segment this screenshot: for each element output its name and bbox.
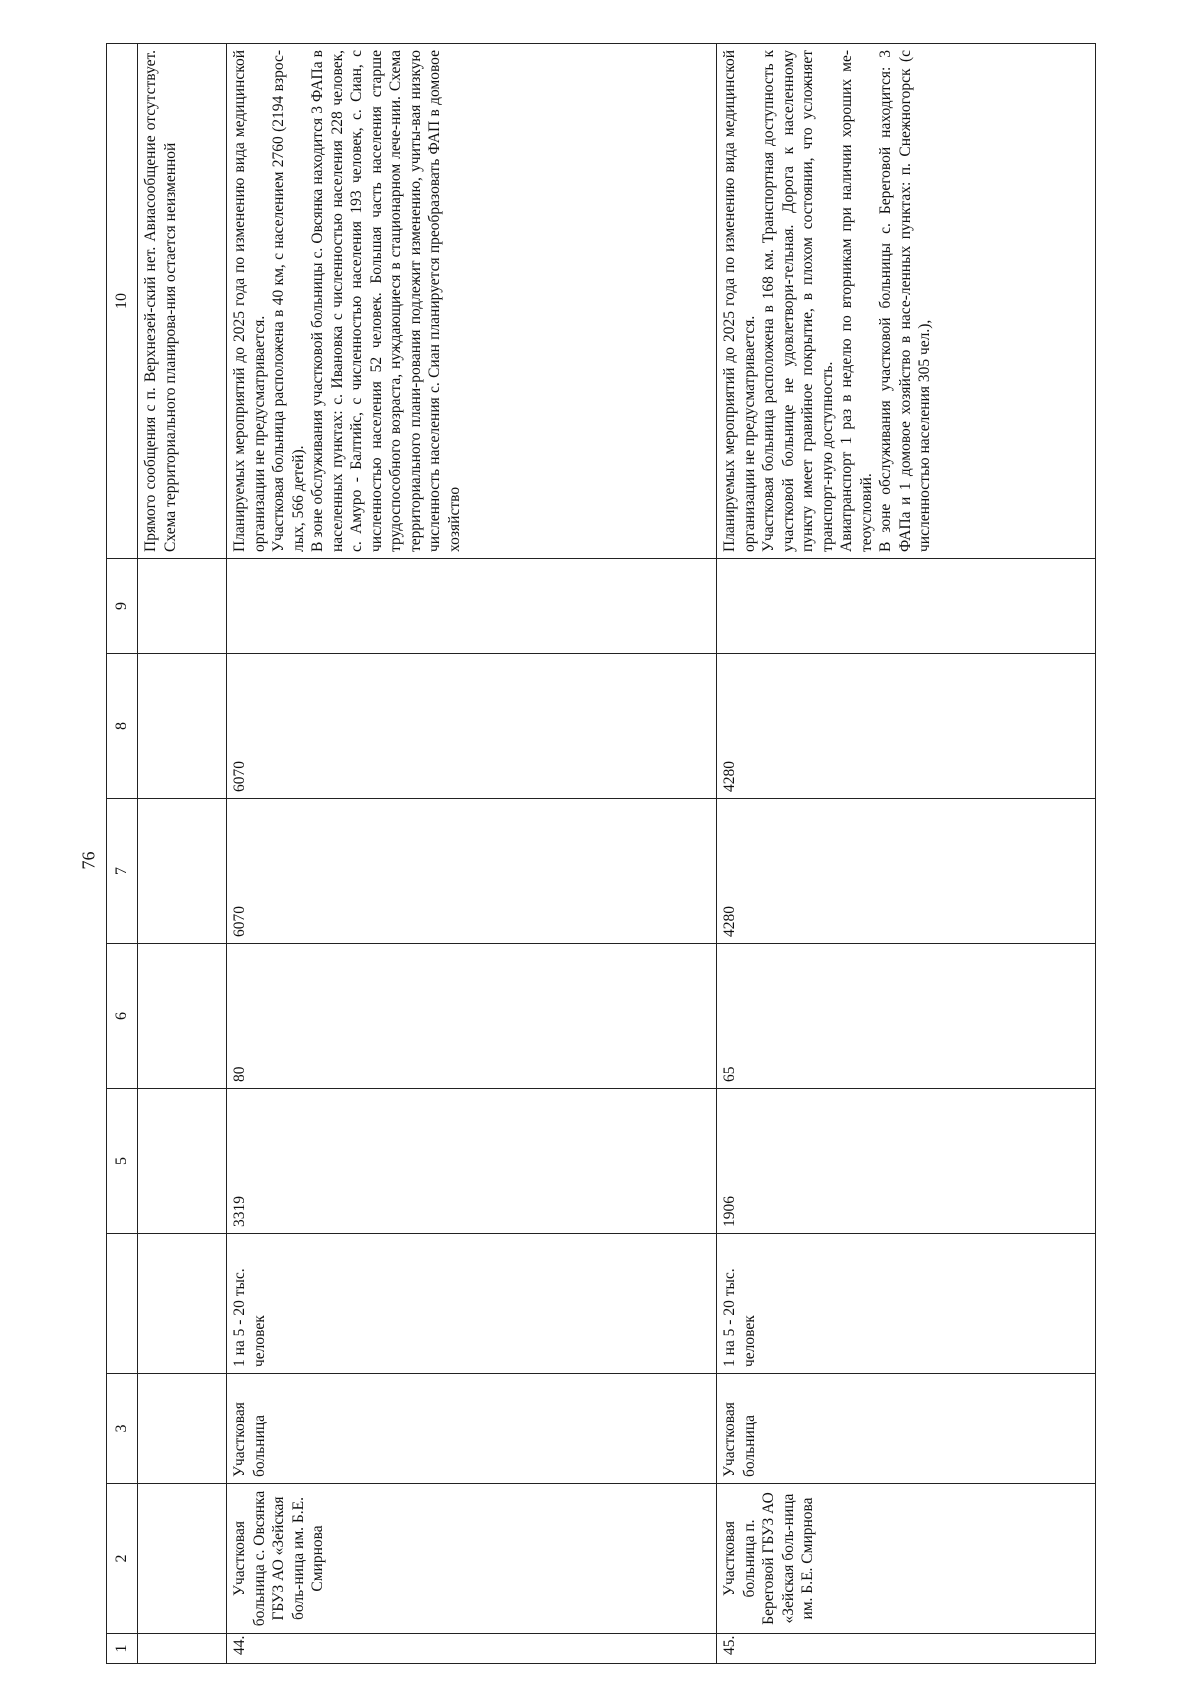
description-paragraph: Планируемых мероприятий до 2025 года по изменению вида медицинской организации не предусматривается.	[721, 50, 758, 552]
header-col-4	[107, 1234, 138, 1374]
value-col-8: 4280	[717, 654, 1096, 799]
facility-norm: 1 на 5 - 20 тыс. человек	[717, 1234, 1096, 1374]
description-paragraph: Планируемых мероприятий до 2025 года по изменению вида медицинской организации не предусматривается.	[231, 50, 268, 552]
header-col-3: 3	[107, 1374, 138, 1484]
page-number: 76	[78, 851, 99, 870]
value-col-7: 6070	[227, 799, 717, 944]
description-paragraph: Участковая больница расположена в 40 км, с населением 2760 (2194 взрос-лых, 566 детей).	[270, 50, 307, 552]
header-col-1: 1	[107, 1634, 138, 1664]
facility-description	[227, 44, 717, 559]
value-col-9	[227, 559, 717, 654]
row-number: 44.	[227, 1634, 717, 1664]
value-col-5: 1906	[717, 1089, 1096, 1234]
description-paragraph: Участковая больница расположена в 168 км. Транспортная доступность к участковой больнице не удовлетвори-тельная. Дорога к населенному пункту имеет гравийное покрытие, в плохом состоянии, что усложняет транспорт-ную доступность.	[760, 50, 836, 552]
header-col-10: 10	[107, 44, 138, 559]
facility-norm: 1 на 5 - 20 тыс. человек	[227, 1234, 717, 1374]
value-col-5: 3319	[227, 1089, 717, 1234]
value-col-6: 65	[717, 944, 1096, 1089]
rotated-table-wrapper	[106, 44, 1096, 1664]
facility-type: Участковая больница	[227, 1374, 717, 1484]
header-row	[107, 44, 138, 1664]
value-col-9	[717, 559, 1096, 654]
facility-description	[717, 44, 1096, 559]
continuation-text: Прямого сообщения с п. Верхнезей-ский нет. Авиасообщение отсутствует. Схема территориального планирова-ния остается неизменной	[138, 44, 227, 559]
value-col-7: 4280	[717, 799, 1096, 944]
table-row	[227, 44, 717, 1664]
description-paragraph: В зоне обслуживания участковой больницы с. Береговой находится: 3 ФАПа и 1 домовое хозяйство в насе-ленных пунктах: п. Снежногорск (с численностью населения 305 чел.),	[877, 50, 933, 552]
hospital-table	[106, 43, 1096, 1664]
header-col-7: 7	[107, 799, 138, 944]
value-col-6: 80	[227, 944, 717, 1089]
header-col-2: 2	[107, 1484, 138, 1634]
header-col-6: 6	[107, 944, 138, 1089]
value-col-8: 6070	[227, 654, 717, 799]
row-number: 45.	[717, 1634, 1096, 1664]
continuation-row	[138, 44, 227, 1664]
facility-type: Участковая больница	[717, 1374, 1096, 1484]
facility-name: Участковая больница с. Овсянка ГБУЗ АО «Зейская боль-ница им. Б.Е. Смирнова	[227, 1484, 717, 1634]
description-paragraph: Авиатранспорт 1 раз в неделю по вторникам при наличии хороших ме-теоусловий.	[838, 50, 875, 552]
description-paragraph: В зоне обслуживания участковой больницы с. Овсянка находится 3 ФАПа в населенных пунктах: с. Ивановка с численностью населения 228 человек, с. Амуро - Балтийс, с численностью населения 193 человек, с. Сиан, с численностью населения 52 человек. Большая часть населения старше трудоспособного возраста, нуждающиеся в стационарном лече-нии. Схема территориального плани-рования подлежит изменению, учиты-вая низкую численность населения с. Сиан планируется преобразовать ФАП в домовое хозяйство	[309, 50, 463, 552]
header-col-5: 5	[107, 1089, 138, 1234]
facility-name: Участковая больница п. Береговой ГБУЗ АО «Зейская боль-ница им. Б.Е. Смирнова	[717, 1484, 1096, 1634]
header-col-8: 8	[107, 654, 138, 799]
header-col-9: 9	[107, 559, 138, 654]
table-row	[717, 44, 1096, 1664]
